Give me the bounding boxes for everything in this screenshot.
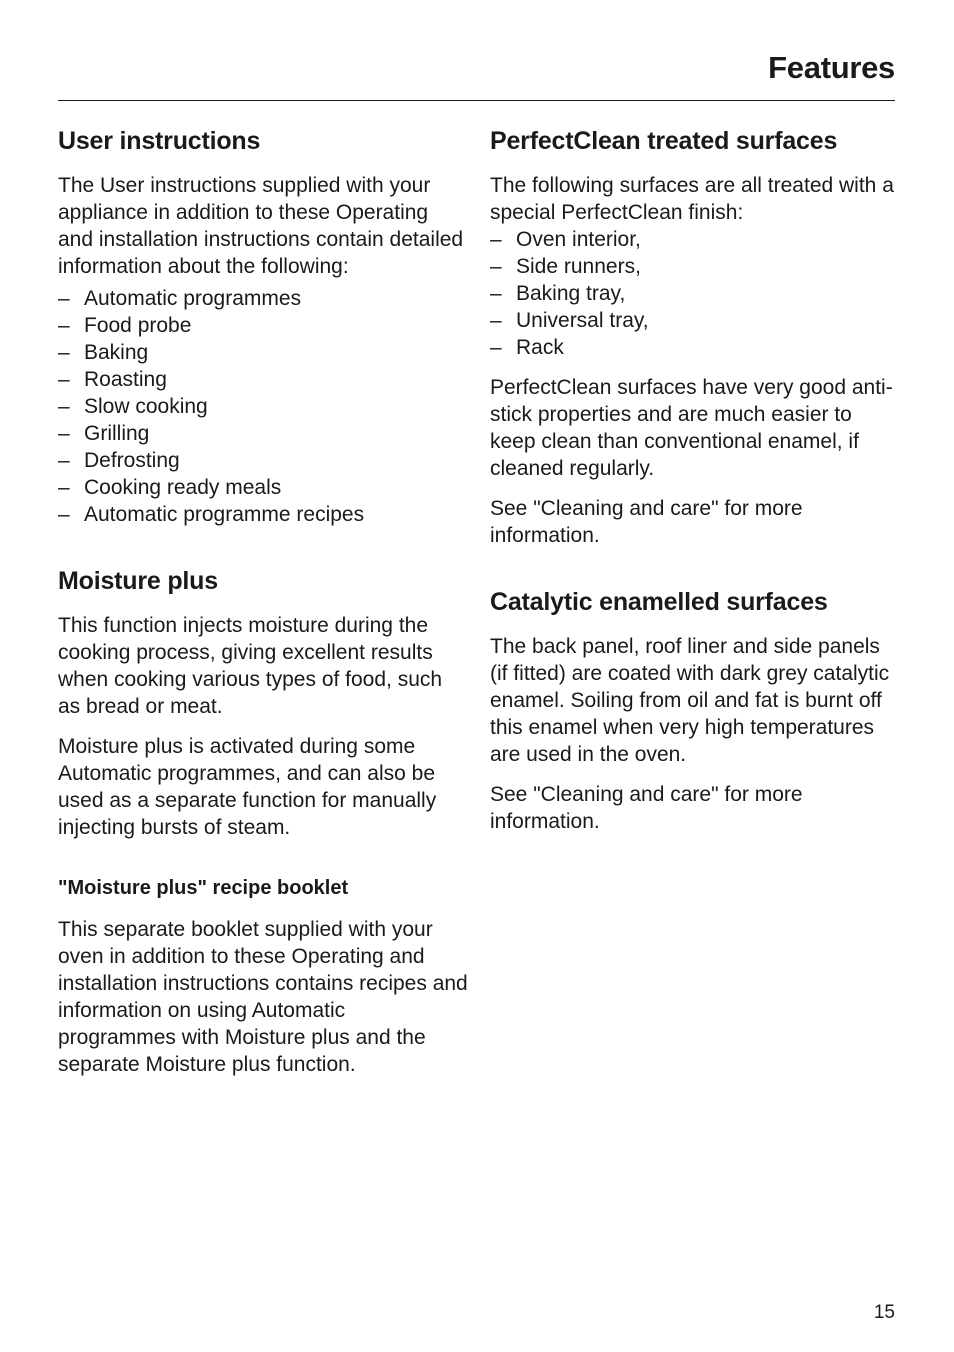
list-item: – Oven interior,	[490, 226, 900, 253]
list-item: – Slow cooking	[58, 393, 468, 420]
moisture-plus-heading: Moisture plus	[58, 567, 218, 595]
perfectclean-heading: PerfectClean treated surfaces	[490, 127, 838, 155]
recipe-booklet-text: This separate booklet supplied with your oven in addition to these Operating and installation instructions contains recipes and information on using Automatic programmes with Moisture plus and the separate Moisture plus function.	[58, 918, 468, 1076]
moisture-plus-paragraph: Moisture plus is activated during some Automatic programmes, and can also be used as a separate function for manually injecting bursts of steam.	[58, 735, 437, 839]
header-divider	[58, 100, 895, 101]
list-item: – Defrosting	[58, 447, 468, 474]
recipe-booklet-heading: "Moisture plus" recipe booklet	[58, 877, 349, 899]
user-instructions-heading: User instructions	[58, 127, 261, 155]
catalytic-heading: Catalytic enamelled surfaces	[490, 588, 828, 616]
catalytic-section	[490, 585, 900, 835]
right-column	[490, 124, 900, 848]
list-item: – Baking tray,	[490, 280, 900, 307]
moisture-plus-section	[58, 564, 468, 1078]
perfectclean-intro: The following surfaces are all treated with a special PerfectClean finish:	[490, 174, 894, 224]
catalytic-see-more: See "Cleaning and care" for more information.	[490, 783, 803, 833]
list-item: – Food probe	[58, 312, 468, 339]
list-item: – Rack	[490, 334, 900, 361]
list-item: – Grilling	[58, 420, 468, 447]
perfectclean-see-more: See "Cleaning and care" for more information.	[490, 497, 803, 547]
user-instructions-list	[58, 285, 468, 528]
list-item: – Universal tray,	[490, 307, 900, 334]
user-instructions-intro: The User instructions supplied with your appliance in addition to these Operating and installation instructions contain detailed information about the following:	[58, 174, 464, 278]
perfectclean-list	[490, 226, 900, 361]
list-item: – Automatic programmes	[58, 285, 468, 312]
list-item: – Roasting	[58, 366, 468, 393]
catalytic-paragraph: The back panel, roof liner and side panels (if fitted) are coated with dark grey catalytic enamel. Soiling from oil and fat is burnt off this enamel when very high temperatures are used in the oven.	[490, 635, 890, 766]
list-item: – Side runners,	[490, 253, 900, 280]
list-item: – Cooking ready meals	[58, 474, 468, 501]
perfectclean-section	[490, 124, 900, 549]
perfectclean-paragraph: PerfectClean surfaces have very good anti-stick properties and are much easier to keep clean than conventional enamel, if cleaned regularly.	[490, 376, 893, 480]
list-item: – Automatic programme recipes	[58, 501, 468, 528]
user-instructions-section	[58, 124, 468, 528]
left-column	[58, 124, 468, 1091]
page-title: Features	[768, 50, 895, 85]
page-number: 15	[873, 1302, 895, 1323]
list-item: – Baking	[58, 339, 468, 366]
moisture-plus-paragraph: This function injects moisture during the cooking process, giving excellent results when cooking various types of food, such as bread or meat.	[58, 614, 443, 718]
